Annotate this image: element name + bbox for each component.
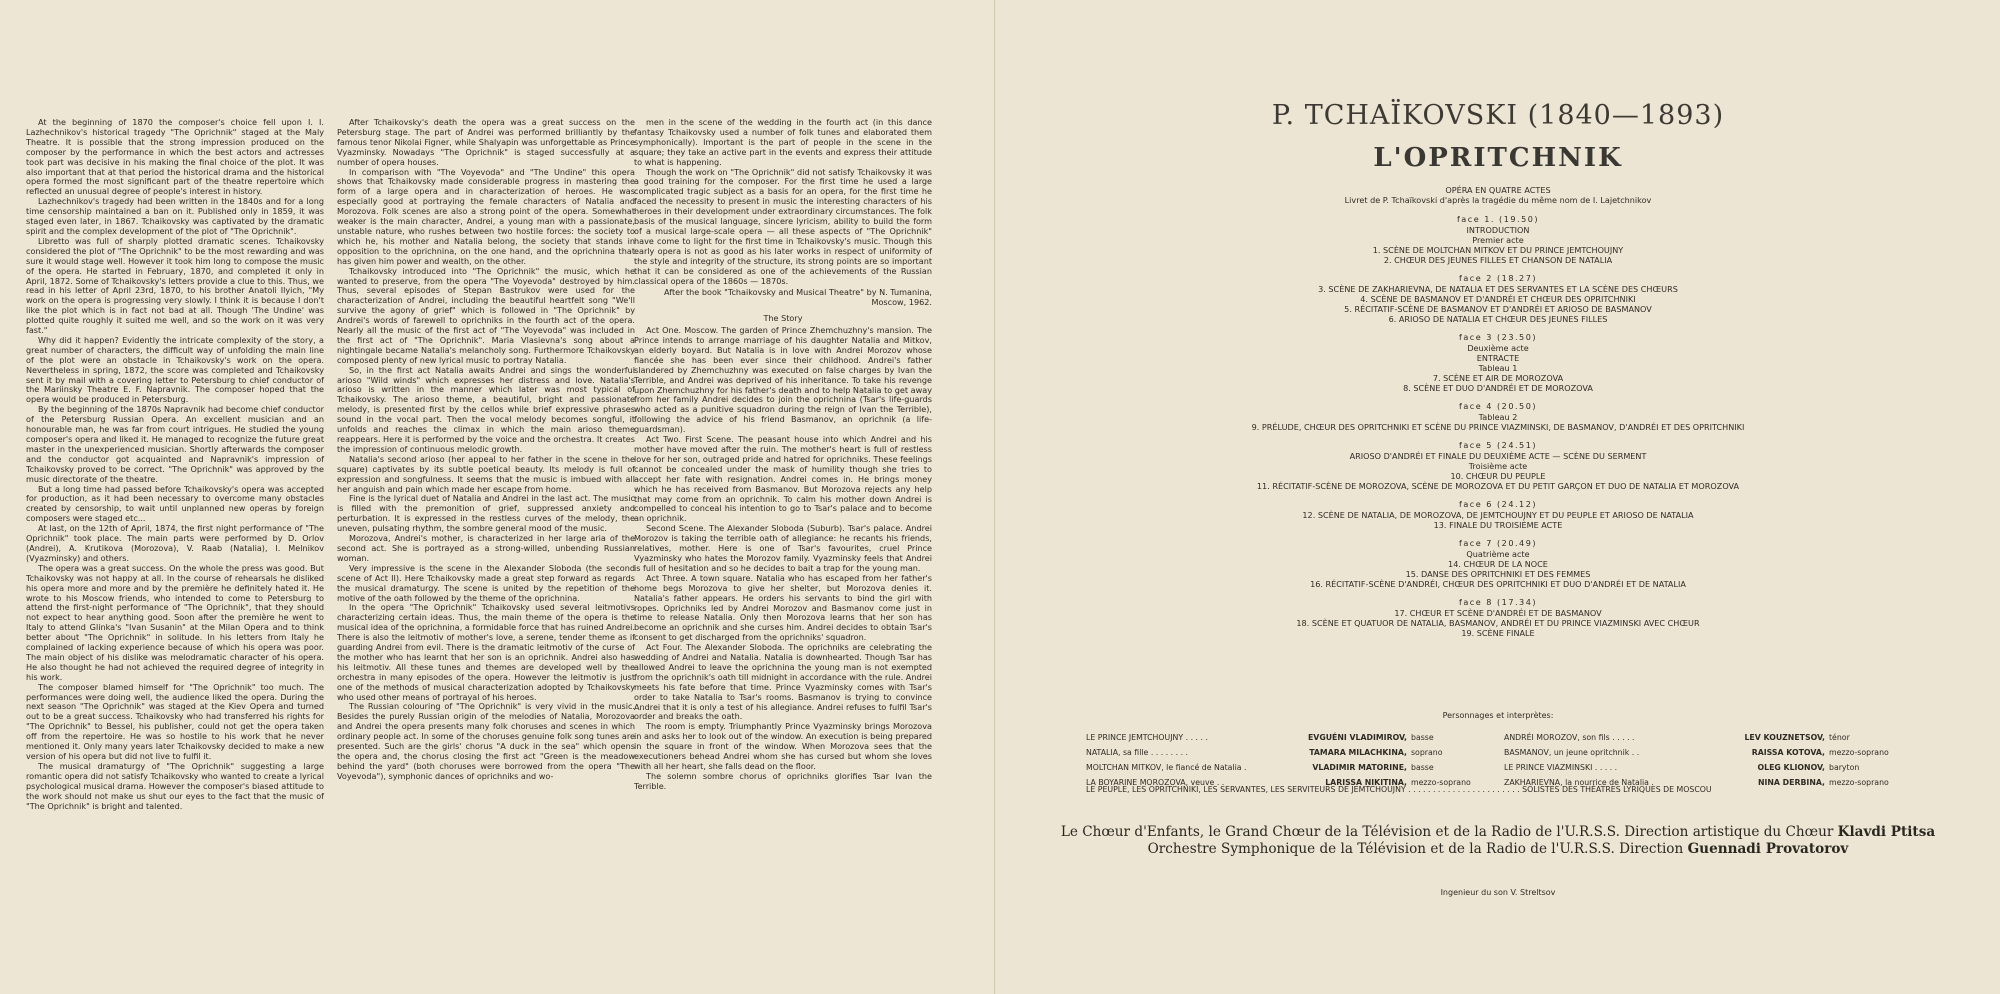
side-label: face 2 (18.27) (1458, 273, 1538, 283)
track-line: 10. CHŒUR DU PEUPLE (1450, 471, 1546, 481)
track-line: 6. ARIOSO DE NATALIA ET CHŒUR DES JEUNES FILLES (1388, 314, 1608, 324)
opera-subtitle-block (996, 185, 2000, 205)
track-line: 11. RÉCITATIF-SCÈNE DE MOROZOVA, SCÈNE DE MOROZOVA ET DU PETIT GARÇON ET DUO DE NATALIA ET MOROZOVA (1256, 481, 1740, 491)
opera-title: L'OPRITCHNIK (1373, 143, 1623, 173)
choir-director: Klavdi Ptitsa (1837, 824, 1936, 840)
notes-paragraph: The composer blamed himself for "The Oprichnik" too much. The performances were doing well, the audience liked the opera. During the next season "The Oprichnik" was staged at the Kiev Opera and turned out to be a great success. Tchaikovsky who had transferred his rights for "The Oprichnik" to Bessel, his publisher, could not get the opera taken off from the repertoire. He was so hostile to his work that he never mentioned it. Only many years later Tchaikovsky decided to make a new version of his opera but did not live to fulfil it. (26, 681, 324, 761)
notes-paragraph: At last, on the 12th of April, 1874, the first night performance of "The Oprichnik" took place. The main parts were performed by D. Orlov (Andrei), A. Krutikova (Morozova), V. Raab (Natalia), I. Melnikov (Vyazminsky) and others. (26, 523, 324, 563)
track-line: ENTRACTE (1476, 353, 1520, 363)
track-line: 15. DANSE DES OPRITCHNIKI ET DES FEMMES (1405, 569, 1591, 579)
story-paragraph: Act One. Moscow. The garden of Prince Zhemchuzhny's mansion. The Prince intends to arrange marriage of his daughter Natalia and Mitkov, an elderly boyard. But Natalia is in love with Andrei Morozov whose fiancée she has been ever since their childhood. Andrei's father slandered by Zhemchuzhny was executed on false charges by Ivan the Terrible, and Andrei was deprived of his inheritance. To take his revenge upon Zhemchuzhny for his father's death and to help Natalia to get away from her family Andrei decides to join the oprichnina (Tsar's life-guards who acted as a punitive squadron during the reign of Ivan the Terrible), following the advice of his friend Basmanov, an oprichnik (a life-guardsman). (634, 325, 932, 435)
cast-role: ZAKHARIEVNA, la nourrice de Natalia . (1504, 778, 1654, 787)
cast-row (1504, 730, 1924, 745)
cast-row (1086, 760, 1506, 775)
orchestra-credit (996, 841, 2000, 857)
left-page-notes (0, 0, 995, 994)
cast-list-left (1086, 730, 1506, 790)
cast-role: ANDRÉI MOROZOV, son fils . . . . . (1504, 733, 1635, 742)
cast-performer: OLEG KLIONOV, (1757, 763, 1825, 772)
notes-paragraph: At the beginning of 1870 the composer's choice fell upon I. I. Lazhechnikov's historical tragedy "The Oprichnik" staged at the Maly Theatre. It is possible that the strong impression produced on the composer by the performance in which the best actors and actresses took part was decisive in his making the final choice of the plot. It was also important that at that period the historical drama and the historical opera formed the most significant part of the theatre repertoire which reflected an unusual degree of people's interest in history. (26, 117, 324, 197)
cast-voice: basse (1411, 733, 1434, 742)
notes-paragraph: After Tchaikovsky's death the opera was a great success on the Petersburg stage. The part of Andrei was performed brilliantly by the famous tenor Nikolai Figner, while Shalyapin was unforgettable as Prince Vyazminsky. Nowadays "The Oprichnik" is staged successfully at a number of opera houses. (337, 117, 635, 167)
cast-voice: mezzo-soprano (1829, 778, 1889, 787)
track-line: Premier acte (1472, 235, 1524, 245)
orchestra-credit-text: Orchestre Symphonique de la Télévision et de la Radio de l'U.R.S.S. Direction (1147, 841, 1688, 857)
story-paragraph: Second Scene. The Alexander Sloboda (Suburb). Tsar's palace. Andrei Morozov is taking the terrible oath of allegiance: he recants his friends, relatives, mother. Here is one of Tsar's favourites, cruel Prince Vyazminsky who hates the Morozov family. Vyazminsky feels that Andrei is full of hesitation and so he decides to bait a trap for the young man. (634, 523, 932, 573)
notes-column-3 (634, 118, 932, 792)
source-citation: After the book "Tchaikovsky and Musical Theatre" by N. Tumanina, Moscow, 1962. (663, 287, 932, 308)
composer-title: P. TCHAÏKOVSKI (1840—1893) (1271, 100, 1725, 131)
cast-performer: EVGUÉNI VLADIMIROV, (1307, 733, 1407, 742)
cast-performer: LARISSA NIKITINA, (1325, 778, 1407, 787)
track-line: Quatrième acte (1466, 549, 1530, 559)
cast-role: NATALIA, sa fille . . . . . . . . (1086, 748, 1188, 757)
notes-paragraph: Fine is the lyrical duet of Natalia and Andrei in the last act. The music is filled with the premonition of grief, suppressed anxiety and perturbation. It is expressed in the restless curves of the melody, the uneven, pulsating rhythm, the sombre general mood of the music. (337, 493, 635, 534)
track-line: 13. FINALE DU TROISIÈME ACTE (1433, 520, 1563, 530)
side-listing (996, 214, 2000, 638)
cast-role: BASMANOV, un jeune opritchnik . . (1504, 748, 1640, 757)
notes-paragraph: Why did it happen? Evidently the intricate complexity of the story, a great number of characters, the difficult way of unfolding the main line of the plot were an obstacle in Tchaikovsky's work on the opera. Nevertheless in spring, 1872, the score was completed and Tchaikovsky sent it by mail with a covering letter to Petersburg to chief conductor of the Mariinsky Theatre E. F. Napravnik. The composer hoped that the opera would be produced in Petersburg. (26, 334, 324, 405)
story-paragraph: Act Two. First Scene. The peasant house into which Andrei and his mother have moved after the ruin. The mother's heart is full of restless love for her son, outraged pride and hatred for oprichniks. These feelings cannot be concealed under the mask of humility though she tries to accept her fate with resignation. Andrei comes in. He brings money which he has received from Basmanov. But Morozova rejects any help that may come from an oprichnik. To calm his mother down Andrei is compelled to conceal his intention to go to Tsar's palace and to become an oprichnik. (634, 434, 932, 524)
right-page-tracklist (996, 0, 2000, 994)
track-line: 16. RÉCITATIF-SCÈNE D'ANDRÉI, CHŒUR DES OPRITCHNIKI ET DUO D'ANDRÉI ET DE NATALIA (1310, 579, 1686, 589)
track-line: 7. SCÈNE ET AIR DE MOROZOVA (1432, 373, 1564, 383)
cast-performer: TAMARA MILACHKINA, (1309, 748, 1407, 757)
choir-credit (996, 824, 2000, 840)
track-line: 14. CHŒUR DE LA NOCE (1448, 559, 1548, 569)
track-line: 12. SCÈNE DE NATALIA, DE MOROZOVA, DE JEMTCHOUJNY ET DU PEUPLE ET ARIOSO DE NATALIA (1302, 510, 1694, 520)
cast-row (1504, 760, 1924, 775)
notes-paragraph: In comparison with "The Voyevoda" and "The Undine" this opera shows that Tchaikovsky made considerable progress in mastering the form of a large opera and in characterization of heroes. He was especially good at portraying the female characters of Natalia and Morozova. Folk scenes are also a strong point of the opera. Somewhat weaker is the main character, Andrei, a young man with a passionate, unstable nature, who rushes between two hostile forces: the society to which he, his mother and Natalia belong, the society that stands in opposition to the oprichnina, on the one hand, and the oprichnina that has given him power and wealth, on the other. (337, 166, 635, 266)
track-line: Tableau 2 (1478, 412, 1518, 422)
cast-voice: soprano (1411, 748, 1443, 757)
cast-row (1504, 745, 1924, 760)
notes-paragraph: So, in the first act Natalia awaits Andrei and sings the wonderful arioso "Wild winds" which expresses her distress and love. Natalia's arioso is written in the manner which later was most typical of Tchaikovsky. The arioso theme, a beautiful, bright and passionate melody, is presented first by the cellos while brief expressive phrases sound in the vocal part. Then the vocal melody becomes songful, it unfolds and reaches the climax in which the main arioso theme reappears. Here it is performed by the voice and the orchestra. It creates the impression of continuous melodic growth. (337, 364, 635, 454)
notes-paragraph: Lazhechnikov's tragedy had been written in the 1840s and for a long time censorship maintained a ban on it. Published only in 1859, it was staged even later, in 1867. Tchaikovsky was captivated by the dramatic spirit and the complex development of the plot of "The Oprichnik". (26, 196, 324, 236)
cast-voice: ténor (1829, 733, 1850, 742)
cast-role: LE PRINCE JEMTCHOUJNY . . . . . (1086, 733, 1208, 742)
track-line: 5. RÉCITATIF-SCÈNE DE BASMANOV ET D'ANDRÉI ET ARIOSO DE BASMANOV (1344, 304, 1652, 314)
cast-performer: NINA DERBINA, (1757, 778, 1825, 787)
notes-column-1 (26, 118, 324, 811)
notes-paragraph: Libretto was full of sharply plotted dramatic scenes. Tchaikovsky considered the plot of "The Oprichnik" to be the most rewarding and was sure it would stage well. However it took him long to compose the music of the opera. He started in February, 1870, and completed it only in April, 1872. Some of Tchaikovsky's letters provide a clue to this. Thus, we read in his letter of April 23rd, 1870, to his brother Anatoli Ilyich, "My work on the opera is progressing very slowly. I think it is because I don't like the plot which is in fact not bad at all. Though 'The Undine' was plotted quite roughly it suited me well, and so the work on it was very fast." (26, 235, 324, 336)
track-line: Troisième acte (1468, 461, 1528, 471)
cast-performer: VLADIMIR MATORINE, (1312, 763, 1407, 772)
track-line: Deuxième acte (1467, 343, 1529, 353)
track-line: 1. SCÈNE DE MOLTCHAN MITKOV ET DU PRINCE JEMTCHOUJNY (1372, 245, 1624, 255)
livret-line: Livret de P. Tchaïkovski d'après la tragédie du même nom de I. Lajetchnikov (1344, 195, 1652, 205)
sound-engineer: Ingenieur du son V. Streltsov (1440, 888, 1556, 897)
track-line: 3. SCÈNE DE ZAKHARIEVNA, DE NATALIA ET DES SERVANTES ET LA SCÈNE DES CHŒURS (1318, 284, 1678, 294)
cast-voice: mezzo-soprano (1829, 748, 1889, 757)
side-label: face 1. (19.50) (1456, 214, 1540, 224)
side-label: face 8 (17.34) (1458, 597, 1538, 607)
track-line: 8. SCÈNE ET DUO D'ANDRÉI ET DE MOROZOVA (1403, 383, 1593, 393)
story-heading: The Story (763, 313, 803, 324)
story-paragraph: Act Three. A town square. Natalia who has escaped from her father's home begs Morozova to give her shelter, but Morozova denies it. Natalia's father appears. He orders his servants to bind the girl with ropes. Oprichniks led by Andrei Morozov and Basmanov come just in time to release Natalia. Only then Morozova learns that her son has become an oprichnik and she curses him. Andrei decides to obtain Tsar's consent to get discharged from the oprichniks' squadron. (634, 572, 932, 643)
cast-role: MOLTCHAN MITKOV, le fiancé de Natalia . (1086, 763, 1247, 772)
notes-paragraph: Morozova, Andrei's mother, is characterized in her large aria of the second act. She is portrayed as a strong-willed, unbending Russian woman. (337, 533, 635, 563)
side-label: face 5 (24.51) (1458, 440, 1538, 450)
cast-list-right (1504, 730, 1924, 790)
opera-subtitle: OPÉRA EN QUATRE ACTES (1445, 185, 1551, 195)
cast-row (1086, 745, 1506, 760)
notes-paragraph: The musical dramaturgy of "The Oprichnik" suggesting a large romantic opera did not satisfy Tchaikovsky who wanted to create a lyrical psychological musical drama. However the composer's biased attitude to the work should not make us shut our eyes to the fact that the music of "The Oprichnik" is bright and talented. (26, 760, 324, 811)
track-line: INTRODUCTION (1466, 225, 1530, 235)
notes-paragraph: Natalia's second arioso (her appeal to her father in the scene in the square) captivates by its subtle poetical beauty. Its melody is full of expression and songfulness. It seems that the music is imbued with all her anguish and pain which made her escape from home. (337, 453, 635, 494)
notes-paragraph: In the opera "The Oprichnik" Tchaikovsky used several leitmotivs characterizing certain ideas. Thus, the main theme of the opera is the musical idea of the oprichnina, a formidable force that has ruined Andrei. There is also the leitmotiv of mother's love, a serene, tender theme as if guarding Andrei from evil. There is the dramatic leitmotiv of the curse of the mother who has learnt that her son is an oprichnik. Andrei also has his leitmotiv. All these tunes and themes are developed well by the orchestra in many episodes of the opera. However the leitmotiv is just one of the methods of musical characterization adopted by Tchaikovsky who used other means of portrayal of his heroes. (337, 602, 635, 702)
cast-row (1086, 730, 1506, 745)
track-line: 4. SCÈNE DE BASMANOV ET D'ANDRÉI ET CHŒUR DES OPRITCHNIKI (1360, 294, 1636, 304)
notes-paragraph: But a long time had passed before Tchaikovsky's opera was accepted for production, as it had been necessary to overcome many obstacles created by censorship, to wait until unplanned new operas by foreign composers were staged etc... (26, 483, 324, 524)
notes-paragraph: The opera was a great success. On the whole the press was good. But Tchaikovsky was not happy at all. In the course of rehearsals he disliked his opera more and more and by the première he definitely hated it. He wrote to his Moscow friends, who intended to come to Petersburg to attend the first-night performance of "The Oprichnik", that they should not expect to hear anything good. Soon after the première he went to Italy to attend Glinka's "Ivan Susanin" at the Milan Opera and to think better about "The Oprichnik" in solitude. In his letters from Italy he complained of lacking experience because of which his opera was poor. The main object of his dislike was melodramatic character of his opera. He also thought he had not achieved the required degree of integrity in his work. (26, 562, 324, 682)
track-line: 2. CHŒUR DES JEUNES FILLES ET CHANSON DE NATALIA (1383, 255, 1613, 265)
cast-voice: basse (1411, 763, 1434, 772)
choir-credit-text: Le Chœur d'Enfants, le Grand Chœur de la Télévision et de la Radio de l'U.R.S.S. Direction artistique du Chœur (1060, 824, 1838, 840)
story-paragraph: The solemn sombre chorus of oprichniks glorifies Tsar Ivan the Terrible. (634, 770, 932, 791)
side-label: face 6 (24.12) (1458, 499, 1538, 509)
track-line: 9. PRÉLUDE, CHŒUR DES OPRITCHNIKI ET SCÈNE DU PRINCE VIAZMINSKI, DE BASMANOV, D'ANDRÉI ET DES OPRITCHNIKI (1251, 422, 1745, 432)
notes-paragraph: Though the work on "The Oprichnik" did not satisfy Tchaikovsky it was a good training for the composer. For the first time he used a large complicated tragic subject as a basis for an opera, for the first time he faced the necessity to present in music the interesting characters of his heroes in their development under extraordinary circumstances. The folk basis of the musical language, sincere lyricism, ability to build the form of a musical large-scale opera — all these aspects of "The Oprichnik" have come to light for the first time in Tchaikovsky's music. Though this early opera is not as good as his later works in respect of uniformity of the style and integrity of the structure, its strong points are so important that it can be considered as one of the achievements of the Russian classical opera of the 1860s — 1870s. (634, 166, 932, 286)
track-line: 18. SCÈNE ET QUATUOR DE NATALIA, BASMANOV, ANDRÉI ET DU PRINCE VIAZMINSKI AVEC CHŒUR (1296, 618, 1700, 628)
notes-paragraph: Tchaikovsky introduced into "The Oprichnik" the music, which he wanted to preserve, from the opera "The Voyevoda" destroyed by him. Thus, several episodes of Stepan Bastrukov were used for the characterization of Andrei, including the beautiful heartfelt song "We'll survive the agony of grief" which is followed in "The Oprichnik" by Andrei's words of farewell to oprichniks in the fourth act of the opera. Nearly all the music of the first act of "The Voyevoda" was included in the first act of "The Oprichnik". Maria Vlasievna's song about a nightingale became Natalia's melancholy song. Furthermore Tchaikovsky composed plenty of new lyrical music to portray Natalia. (337, 265, 635, 365)
personnages-label: Personnages et interprètes: (1442, 711, 1554, 720)
cast-voice: baryton (1829, 763, 1860, 772)
story-paragraph: The room is empty. Triumphantly Prince Vyazminsky brings Morozova in and asks her to look out of the window. An execution is being prepared in the square in front of the window. When Morozova sees that the executioners behead Andrei whom she has cursed but whom she loves with all her heart, she falls dead on the floor. (634, 721, 932, 771)
notes-paragraph: men in the scene of the wedding in the fourth act (in this dance fantasy Tchaikovsky used a number of folk tunes and elaborated them symphonically). Important is the part of people in the scene in the square; they take an active part in the events and express their attitude to what is happening. (634, 117, 932, 167)
notes-paragraph: By the beginning of the 1870s Napravnik had become chief conductor of the Petersburg Russian Opera. An excellent musician and an honourable man, he was far from court intrigues. He studied the young composer's opera and liked it. He managed to recognize the future great master in the unexperienced musician. Shortly afterwards the composer and the conductor got acquainted and Napravnik's impression of Tchaikovsky proved to be correct. "The Oprichnik" was approved by the music directorate of the theatre. (26, 404, 324, 484)
story-synopsis (634, 326, 932, 792)
story-paragraph: Act Four. The Alexander Sloboda. The oprichniks are celebrating the wedding of Andrei and Natalia. Natalia is downhearted. Though Tsar has allowed Andrei to leave the oprichnina the young man is not exempted from the oprichnik's oath till midnight in accordance with the rule. Andrei meets his fate before that time. Prince Vyazminsky comes with Tsar's order to take Natalia to Tsar's rooms. Basmanov is trying to convince Andrei that it is only a test of his allegiance. Andrei refuses to fulfil Tsar's order and breaks the oath. (634, 642, 932, 722)
side-label: face 3 (23.50) (1458, 332, 1538, 342)
track-line: ARIOSO D'ANDRÉI ET FINALE DU DEUXIÈME ACTE — SCÈNE DU SERMENT (1349, 451, 1647, 461)
track-line: Tableau 1 (1478, 363, 1518, 373)
notes-column-3-intro (634, 118, 932, 286)
track-line: 17. CHŒUR ET SCÈNE D'ANDRÉI ET DE BASMANOV (1394, 608, 1602, 618)
cast-role: LE PRINCE VIAZMINSKI . . . . . (1504, 763, 1618, 772)
notes-paragraph: Very impressive is the scene in the Alexander Sloboda (the second scene of Act II). Here Tchaikovsky made a great step forward as regards the musical dramaturgy. The scene is united by the repetition of the motive of the oath followed by the theme of the oprichnina. (337, 562, 635, 603)
notes-paragraph: The Russian colouring of "The Oprichnik" is very vivid in the music. Besides the purely Russian origin of the melodies of Natalia, Morozova and Andrei the opera presents many folk choruses and scenes in which ordinary people act. In some of the choruses genuine folk song tunes are presented. Such are the girls' chorus "A duck in the sea" which opens the opera and, the chorus closing the first act "Green is the meadow behind the yard" (both choruses were borrowed from the opera "The Voyevoda"), symphonic dances of oprichniks and wo- (337, 701, 635, 781)
cast-performer: LEV KOUZNETSOV, (1744, 733, 1825, 742)
side-label: face 4 (20.50) (1458, 401, 1538, 411)
notes-column-2 (337, 118, 635, 782)
cast-performer: RAISSA KOTOVA, (1751, 748, 1825, 757)
conductor-name: Guennadi Provatorov (1687, 841, 1849, 857)
cast-voice: mezzo-soprano (1411, 778, 1471, 787)
side-label: face 7 (20.49) (1458, 538, 1538, 548)
ensemble-line: LE PEUPLE, LES OPRITCHNIKI, LES SERVANTES, LES SERVITEURS DE JEMTCHOUJNY . . . . . . . . . . . . . . . . . . . . . . . SOLISTES DES THÉATRES LYRIQUES DE MOSCOU (1086, 785, 1712, 794)
track-line: 19. SCÈNE FINALE (1461, 628, 1535, 638)
cast-role: LA BOYARINE MOROZOVA, veuve . . (1086, 778, 1225, 787)
